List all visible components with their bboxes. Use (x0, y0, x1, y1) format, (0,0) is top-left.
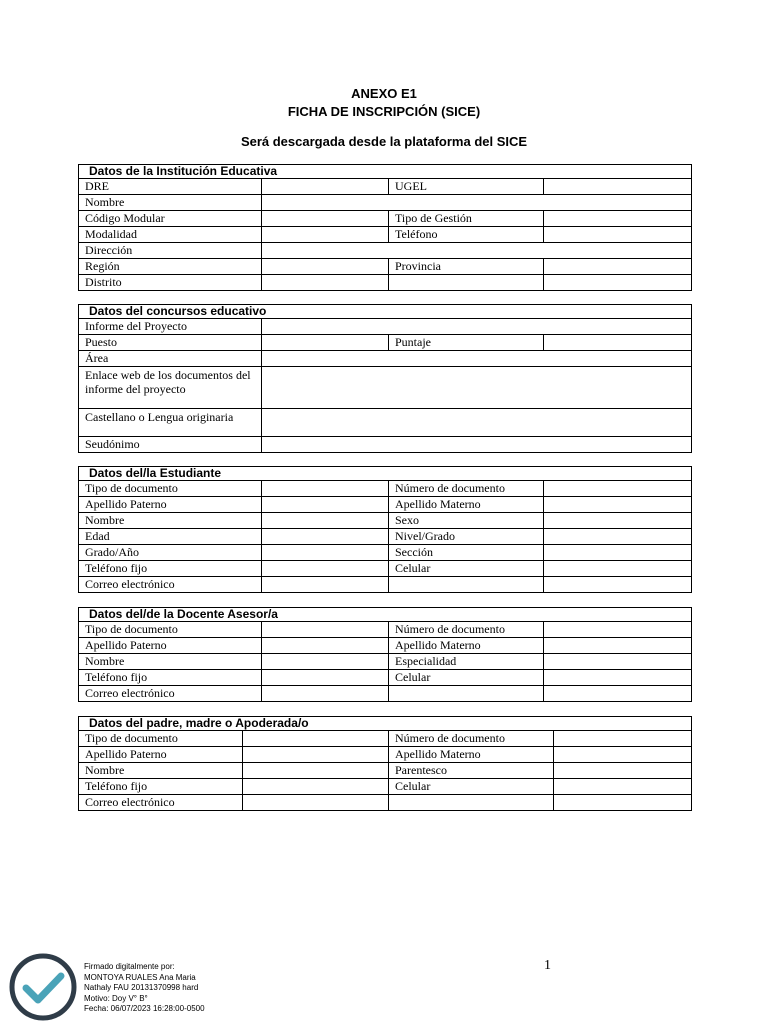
area-field[interactable] (262, 351, 692, 367)
guardian-tipo-doc-field[interactable] (243, 731, 389, 747)
guardian-apellido-paterno-label: Apellido Paterno (79, 747, 243, 763)
student-edad-field[interactable] (262, 529, 389, 545)
direccion-label: Dirección (79, 243, 262, 259)
area-label: Área (79, 351, 262, 367)
student-celular-label: Celular (389, 561, 544, 577)
lengua-label: Castellano o Lengua originaria (79, 409, 262, 437)
teacher-num-doc-label: Número de documento (389, 622, 544, 638)
provincia-label: Provincia (389, 259, 544, 275)
enlace-field[interactable] (262, 367, 692, 409)
teacher-apellido-paterno-label: Apellido Paterno (79, 638, 262, 654)
seudonimo-field[interactable] (262, 437, 692, 453)
distrito-extra-field[interactable] (389, 275, 544, 291)
teacher-correo-label: Correo electrónico (79, 686, 262, 702)
teacher-table (78, 607, 692, 702)
page-number: 1 (544, 958, 551, 973)
institution-section-title: Datos de la Institución Educativa (79, 165, 692, 179)
telefono-label: Teléfono (389, 227, 544, 243)
teacher-correo-field[interactable] (262, 686, 389, 702)
student-nivel-grado-field[interactable] (544, 529, 692, 545)
institution-table (78, 164, 692, 291)
student-sexo-label: Sexo (389, 513, 544, 529)
contest-section-title: Datos del concursos educativo (79, 305, 692, 319)
student-sexo-field[interactable] (544, 513, 692, 529)
student-apellido-paterno-label: Apellido Paterno (79, 497, 262, 513)
digital-signature-text (84, 962, 205, 1015)
tipo-gestion-field[interactable] (544, 211, 692, 227)
region-label: Región (79, 259, 262, 275)
student-table (78, 466, 692, 593)
teacher-nombre-label: Nombre (79, 654, 262, 670)
dre-field[interactable] (262, 179, 389, 195)
student-grado-ano-label: Grado/Año (79, 545, 262, 561)
student-correo-extra-field-2[interactable] (544, 577, 692, 593)
codigo-modular-field[interactable] (262, 211, 389, 227)
signature-line: Fecha: 06/07/2023 16:28:00-0500 (84, 1004, 205, 1013)
student-tipo-doc-label: Tipo de documento (79, 481, 262, 497)
ugel-label: UGEL (389, 179, 544, 195)
guardian-nombre-field[interactable] (243, 763, 389, 779)
teacher-especialidad-field[interactable] (544, 654, 692, 670)
student-num-doc-field[interactable] (544, 481, 692, 497)
form-subtitle: Será descargada desde la plataforma del SICE (240, 134, 528, 149)
teacher-apellido-materno-label: Apellido Materno (389, 638, 544, 654)
guardian-telefono-field[interactable] (243, 779, 389, 795)
digital-signature-check-icon (8, 952, 78, 1022)
guardian-apellido-materno-label: Apellido Materno (389, 747, 554, 763)
guardian-parentesco-label: Parentesco (389, 763, 554, 779)
provincia-field[interactable] (544, 259, 692, 275)
teacher-telefono-label: Teléfono fijo (79, 670, 262, 686)
guardian-telefono-label: Teléfono fijo (79, 779, 243, 795)
guardian-apellido-materno-field[interactable] (554, 747, 692, 763)
guardian-celular-field[interactable] (554, 779, 692, 795)
student-num-doc-label: Número de documento (389, 481, 544, 497)
modalidad-label: Modalidad (79, 227, 262, 243)
student-apellido-paterno-field[interactable] (262, 497, 389, 513)
teacher-apellido-materno-field[interactable] (544, 638, 692, 654)
guardian-correo-label: Correo electrónico (79, 795, 243, 811)
teacher-apellido-paterno-field[interactable] (262, 638, 389, 654)
distrito-label: Distrito (79, 275, 262, 291)
teacher-telefono-field[interactable] (262, 670, 389, 686)
student-tipo-doc-field[interactable] (262, 481, 389, 497)
ugel-field[interactable] (544, 179, 692, 195)
student-celular-field[interactable] (544, 561, 692, 577)
guardian-section-title: Datos del padre, madre o Apoderada/o (79, 717, 692, 731)
annex-heading: ANEXO E1 (351, 86, 417, 101)
signature-line: Firmado digitalmente por: (84, 962, 175, 971)
student-correo-extra-field[interactable] (389, 577, 544, 593)
institution-name-label: Nombre (79, 195, 262, 211)
informe-field[interactable] (262, 319, 692, 335)
teacher-especialidad-label: Especialidad (389, 654, 544, 670)
guardian-nombre-label: Nombre (79, 763, 243, 779)
guardian-parentesco-field[interactable] (554, 763, 692, 779)
student-seccion-field[interactable] (544, 545, 692, 561)
region-field[interactable] (262, 259, 389, 275)
teacher-correo-extra-field-2[interactable] (544, 686, 692, 702)
telefono-field[interactable] (544, 227, 692, 243)
seudonimo-label: Seudónimo (79, 437, 262, 453)
puesto-label: Puesto (79, 335, 262, 351)
student-apellido-materno-field[interactable] (544, 497, 692, 513)
guardian-apellido-paterno-field[interactable] (243, 747, 389, 763)
teacher-correo-extra-field[interactable] (389, 686, 544, 702)
student-edad-label: Edad (79, 529, 262, 545)
signature-line: MONTOYA RUALES Ana Maria (84, 972, 196, 982)
dre-label: DRE (79, 179, 262, 195)
teacher-num-doc-field[interactable] (544, 622, 692, 638)
signature-line: Nathaly FAU 20131370998 hard (84, 983, 199, 992)
teacher-tipo-doc-field[interactable] (262, 622, 389, 638)
student-correo-field[interactable] (262, 577, 389, 593)
distrito-field[interactable] (262, 275, 389, 291)
student-seccion-label: Sección (389, 545, 544, 561)
student-correo-label: Correo electrónico (79, 577, 262, 593)
student-nombre-label: Nombre (79, 513, 262, 529)
informe-label: Informe del Proyecto (79, 319, 262, 335)
teacher-celular-label: Celular (389, 670, 544, 686)
guardian-table (78, 716, 692, 811)
student-telefono-label: Teléfono fijo (79, 561, 262, 577)
teacher-celular-field[interactable] (544, 670, 692, 686)
teacher-section-title: Datos del/de la Docente Asesor/a (79, 608, 692, 622)
signature-line: Motivo: Doy V° B° (84, 993, 148, 1003)
enlace-label: Enlace web de los documentos del informe del proyecto (79, 367, 262, 409)
guardian-num-doc-field[interactable] (554, 731, 692, 747)
student-grado-ano-field[interactable] (262, 545, 389, 561)
form-title: FICHA DE INSCRIPCIÓN (SICE) (287, 104, 481, 119)
student-apellido-materno-label: Apellido Materno (389, 497, 544, 513)
institution-name-field[interactable] (262, 195, 692, 211)
teacher-tipo-doc-label: Tipo de documento (79, 622, 262, 638)
student-nombre-field[interactable] (262, 513, 389, 529)
guardian-correo-field[interactable] (243, 795, 389, 811)
distrito-extra-field-2[interactable] (544, 275, 692, 291)
guardian-tipo-doc-label: Tipo de documento (79, 731, 243, 747)
lengua-field[interactable] (262, 409, 692, 437)
puntaje-label: Puntaje (389, 335, 544, 351)
tipo-gestion-label: Tipo de Gestión (389, 211, 544, 227)
modalidad-field[interactable] (262, 227, 389, 243)
puntaje-field[interactable] (544, 335, 692, 351)
guardian-correo-extra-field[interactable] (389, 795, 554, 811)
guardian-num-doc-label: Número de documento (389, 731, 554, 747)
puesto-field[interactable] (262, 335, 389, 351)
student-telefono-field[interactable] (262, 561, 389, 577)
guardian-celular-label: Celular (389, 779, 554, 795)
contest-table (78, 304, 692, 453)
student-section-title: Datos del/la Estudiante (79, 467, 692, 481)
codigo-modular-label: Código Modular (79, 211, 262, 227)
student-nivel-grado-label: Nivel/Grado (389, 529, 544, 545)
direccion-field[interactable] (262, 243, 692, 259)
guardian-correo-extra-field-2[interactable] (554, 795, 692, 811)
teacher-nombre-field[interactable] (262, 654, 389, 670)
